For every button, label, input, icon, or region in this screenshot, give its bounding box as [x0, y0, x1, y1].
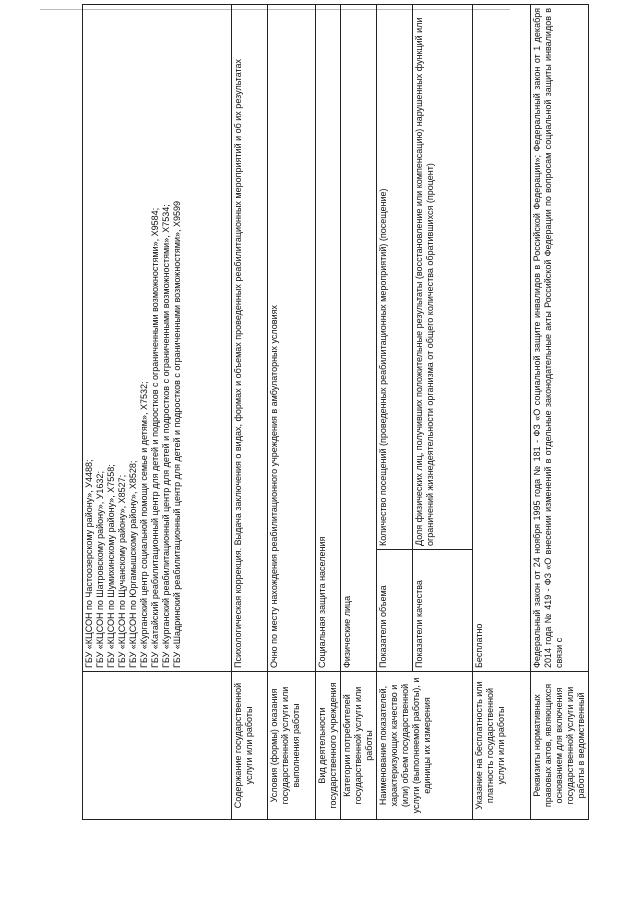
institution-item: ГБУ «Курганский центр социальной помощи семье и детям», Х7532; [139, 381, 149, 668]
conditions-label: Условия (формы) оказания государственной услуги или выполнения работы [268, 672, 316, 820]
quality-indicator-value: Доля физических лиц, получивших положительные результаты (восстановление или компенсацию) нарушенных функций или ограничений жизнедеятельности организма от общего количества обратившихся (процент) [413, 4, 473, 549]
institution-item: ГБУ «КЦСОН по Щучанскому району», Х8527; [117, 474, 127, 668]
institutions-row [83, 4, 232, 819]
volume-indicator-name: Показатели объема [377, 550, 413, 672]
institution-item: ГБУ «КЦСОН по Шатровскому району», У1632; [95, 471, 105, 668]
indicators-label: Наименование показателей, характеризующих качество и (или) объем государственной услуги (выполняемой работы), и единицы их измерения [377, 672, 473, 820]
payment-value: Бесплатно [473, 4, 531, 671]
institution-item: ГБУ «Курганский реабилитационный центр для детей и подростков с ограниченными возможностями», Х7534; [161, 204, 171, 668]
quality-indicator-name: Показатели качества [413, 550, 473, 672]
institution-item: ГБУ «Шадринский реабилитационный центр для детей и подростков с ограниченными возможностями», Х9599 [172, 200, 182, 668]
activity-row [316, 4, 341, 819]
legal-label: Реквизиты нормативных правовых актов, являющихся основанием для включения государственной услуги или работы в ведомственный [531, 672, 589, 820]
consumers-label: Категории потребителей государственной услуги или работы [341, 672, 377, 820]
legal-row [531, 4, 589, 819]
institution-item: ГБУ «Катайский реабилитационный центр для детей и подростков с ограниченными возможностями», Х9584; [150, 207, 160, 668]
legal-value: Федеральный закон от 24 ноября 1995 года № 181 - ФЗ «О социальной защите инвалидов в Российской Федерации»; Федеральный закон от 1 декабря 2014 года № 419 - ФЗ «О внесении изменений в отдельные законодательные акты Российской Федерации по вопросам социальной защиты инвалидов в связи с [531, 4, 589, 671]
payment-label: Указание на бесплатность или платность государственной услуги или работы [473, 672, 531, 820]
content-row [232, 4, 268, 819]
content-label: Содержание государственной услуги или работы [232, 672, 268, 820]
institutions-list [83, 4, 232, 671]
volume-indicator-value: Количество посещений (проведенных реабилитационных мероприятий) (посещение) [377, 4, 413, 549]
consumers-row [341, 4, 377, 819]
payment-row [473, 4, 531, 819]
institution-item: ГБУ «КЦСОН по Шумихинскому району», Х7558; [106, 464, 116, 668]
conditions-value: Очно по месту нахождения реабилитационного учреждения в амбулаторных условиях [268, 4, 316, 671]
consumers-value: Физические лица [341, 4, 377, 671]
service-registry-table [82, 4, 589, 820]
content-value: Психологическая коррекция. Выдача заключения о видах, формах и объемах проведенных реабилитационных мероприятий и об их результатах [232, 4, 268, 671]
institution-item: ГБУ «КЦСОН по Частоозерскому району», У4488; [84, 459, 94, 668]
activity-value: Социальная защита населения [316, 4, 341, 671]
indicators-volume-row [377, 4, 413, 819]
conditions-row [268, 4, 316, 819]
institution-item: ГБУ «КЦСОН по Юргамышскому району», Х8528; [128, 460, 138, 668]
institutions-label [83, 672, 232, 820]
activity-label: Вид деятельности государственного учреждения [316, 672, 341, 820]
